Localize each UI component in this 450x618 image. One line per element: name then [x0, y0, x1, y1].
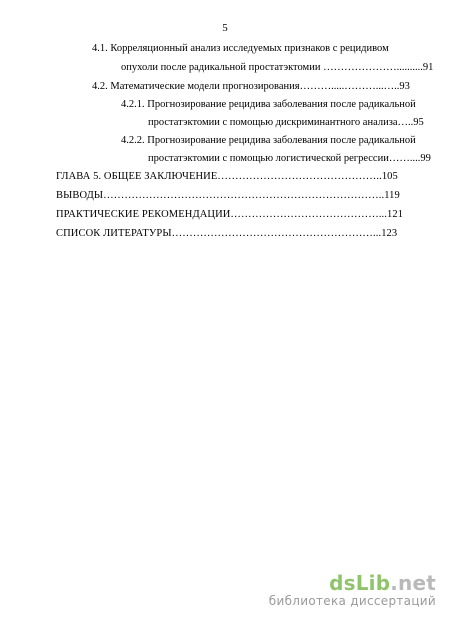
page-number: 5 [222, 22, 228, 34]
toc-entry-chapter-5: ГЛАВА 5. ОБЩЕЕ ЗАКЛЮЧЕНИЕ………………………………………..105 [56, 171, 398, 182]
watermark-logo-dot: . [390, 571, 399, 595]
watermark-logo-main: dsLib [329, 571, 391, 595]
toc-entry-4-2-2: 4.2.2. Прогнозирование рецидива заболевания после радикальной [121, 135, 416, 146]
watermark-logo-tld: net [398, 571, 436, 595]
toc-entry-references: СПИСОК ЛИТЕРАТУРЫ…………………………………………………...123 [56, 228, 398, 239]
dslib-watermark [269, 572, 436, 608]
watermark-logo [269, 572, 436, 594]
toc-entry-4-2-1: 4.2.1. Прогнозирование рецидива заболевания после радикальной [121, 99, 416, 110]
watermark-subtitle: библиотека диссертаций [268, 594, 436, 608]
toc-entry-4-2-1-cont: простатэктомии с помощью дискриминантного анализа…..95 [148, 117, 424, 128]
toc-entry-4-1-cont: опухоли после радикальной простатэктомии …………………..........91 [121, 62, 434, 73]
toc-entry-4-2-2-cont: простатэктомии с помощью логистической регрессии……....99 [148, 153, 431, 164]
toc-entry-4-1: 4.1. Корреляционный анализ исследуемых признаков с рецидивом [92, 43, 389, 54]
toc-entry-recommendations: ПРАКТИЧЕСКИЕ РЕКОМЕНДАЦИИ……………………………………...121 [56, 209, 404, 220]
toc-entry-conclusions: ВЫВОДЫ……………………………………………………………………..119 [56, 190, 400, 201]
toc-entry-4-2: 4.2. Математические модели прогнозирования……….....………...…..93 [92, 81, 410, 92]
